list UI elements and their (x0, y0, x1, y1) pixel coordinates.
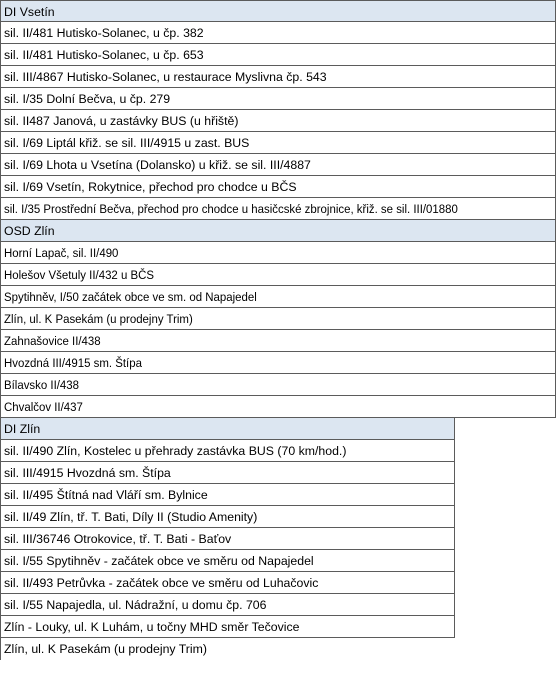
table-row[interactable]: Horní Lapač, sil. II/490 (0, 242, 556, 264)
table-row[interactable]: sil. II/493 Petrůvka - začátek obce ve směru od Luhačovic (0, 572, 455, 594)
table-row[interactable]: Chvalčov II/437 (0, 396, 556, 418)
section-header-osd-zlin[interactable]: OSD Zlín (0, 220, 556, 242)
table-row[interactable]: Hvozdná III/4915 sm. Štípa (0, 352, 556, 374)
table-row[interactable]: sil. I/69 Lhota u Vsetína (Dolansko) u křiž. se sil. III/4887 (0, 154, 556, 176)
table-row[interactable]: sil. III/4867 Hutisko-Solanec, u restaurace Myslivna čp. 543 (0, 66, 556, 88)
table-row[interactable]: sil. I/35 Prostřední Bečva, přechod pro chodce u hasičcské zbrojnice, křiž. se sil. III/01880 (0, 198, 556, 220)
section-header-di-vsetin[interactable]: DI Vsetín (0, 0, 556, 22)
table-row[interactable]: Zlín, ul. K Pasekám (u prodejny Trim) (0, 638, 455, 660)
table-row[interactable]: sil. II/481 Hutisko-Solanec, u čp. 382 (0, 22, 556, 44)
table-row[interactable]: sil. II/495 Štítná nad Vláří sm. Bylnice (0, 484, 455, 506)
table-row[interactable]: sil. II/49 Zlín, tř. T. Bati, Díly II (Studio Amenity) (0, 506, 455, 528)
section-header-di-zlin[interactable]: DI Zlín (0, 418, 455, 440)
table-row[interactable]: sil. II487 Janová, u zastávky BUS (u hřiště) (0, 110, 556, 132)
table-row[interactable]: sil. I/55 Spytihněv - začátek obce ve směru od Napajedel (0, 550, 455, 572)
table-row[interactable]: Holešov Všetuly II/432 u BČS (0, 264, 556, 286)
table-row[interactable]: Bílavsko II/438 (0, 374, 556, 396)
table-row[interactable]: sil. I/35 Dolní Bečva, u čp. 279 (0, 88, 556, 110)
table-row[interactable]: Zahnašovice II/438 (0, 330, 556, 352)
table-row[interactable]: Spytihněv, I/50 začátek obce ve sm. od Napajedel (0, 286, 556, 308)
table-row[interactable]: Zlín - Louky, ul. K Luhám, u točny MHD směr Tečovice (0, 616, 455, 638)
table-row[interactable]: sil. I/69 Vsetín, Rokytnice, přechod pro chodce u BČS (0, 176, 556, 198)
table-row[interactable]: sil. I/69 Liptál křiž. se sil. III/4915 u zast. BUS (0, 132, 556, 154)
table-row[interactable]: sil. II/490 Zlín, Kostelec u přehrady zastávka BUS (70 km/hod.) (0, 440, 455, 462)
table-row[interactable]: sil. II/481 Hutisko-Solanec, u čp. 653 (0, 44, 556, 66)
table-row[interactable]: sil. III/36746 Otrokovice, tř. T. Bati - Baťov (0, 528, 455, 550)
table-row[interactable]: Zlín, ul. K Pasekám (u prodejny Trim) (0, 308, 556, 330)
table-row[interactable]: sil. I/55 Napajedla, ul. Nádražní, u domu čp. 706 (0, 594, 455, 616)
table-row[interactable]: sil. III/4915 Hvozdná sm. Štípa (0, 462, 455, 484)
